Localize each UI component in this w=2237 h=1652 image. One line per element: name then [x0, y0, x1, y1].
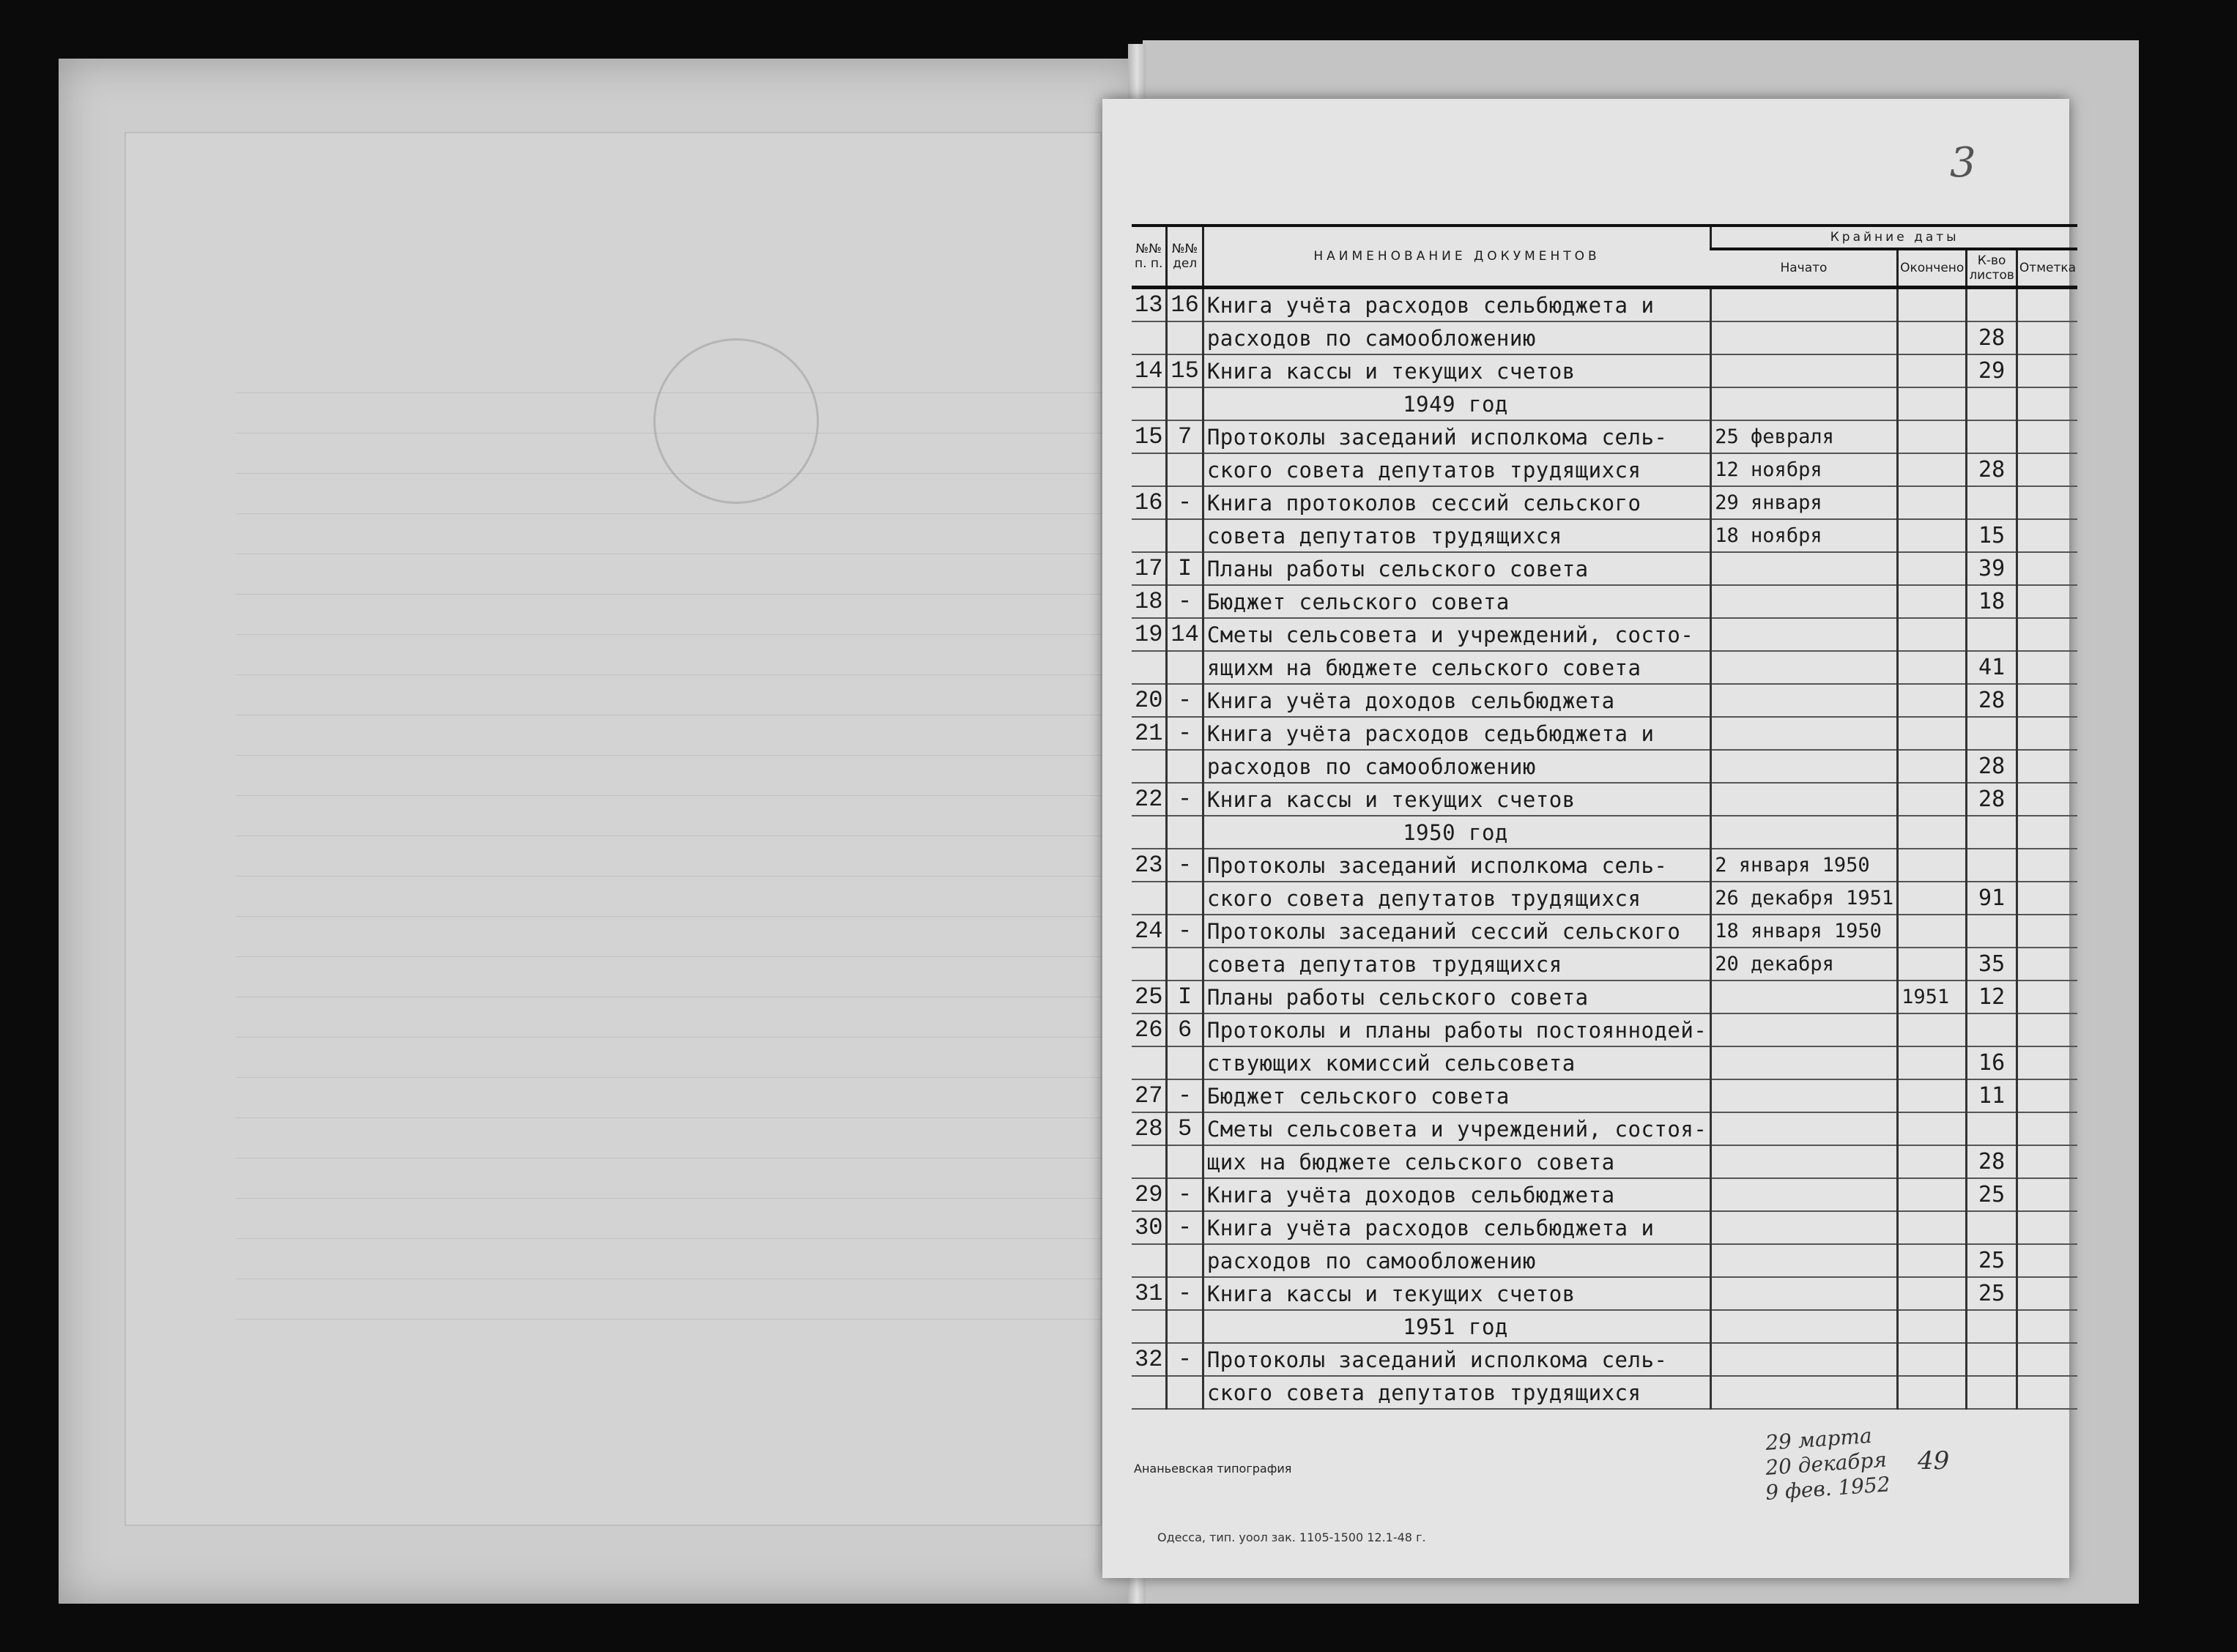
empty-cell	[1898, 1310, 1967, 1343]
year-heading: 1950 год	[1203, 816, 1710, 849]
date-end	[1898, 1046, 1967, 1079]
empty-cell	[1167, 1310, 1203, 1343]
sheet-count: 18	[1967, 585, 2017, 618]
date-start	[1711, 1013, 1898, 1046]
date-end	[1898, 783, 1967, 816]
date-end	[1898, 651, 1967, 684]
case-number: 16	[1167, 288, 1203, 322]
sheet-count	[1967, 1211, 2017, 1244]
table-row	[1132, 288, 2077, 322]
note-cell	[2017, 1277, 2077, 1310]
document-title: Сметы сельсовета и учреждений, состоя-	[1203, 1112, 1710, 1145]
case-number: 14	[1167, 618, 1203, 651]
item-number: 23	[1132, 849, 1167, 882]
table-row	[1132, 717, 2077, 750]
table-row	[1132, 1178, 2077, 1211]
empty-cell	[1167, 387, 1203, 420]
note-cell	[2017, 750, 2077, 783]
date-end	[1898, 1145, 1967, 1178]
document-title: Протоколы заседаний исполкома сель-	[1203, 420, 1710, 453]
empty-cell	[1898, 387, 1967, 420]
document-title: расходов по самообложению	[1203, 1244, 1710, 1277]
printer-imprint: Ананьевская типография	[1134, 1462, 1292, 1476]
date-end	[1898, 585, 1967, 618]
item-number: 14	[1132, 354, 1167, 387]
date-start	[1711, 1277, 1898, 1310]
table-row	[1132, 1079, 2077, 1112]
note-cell	[2017, 1112, 2077, 1145]
date-end	[1898, 1112, 1967, 1145]
date-end	[1898, 486, 1967, 519]
document-title: щих на бюджете сельского совета	[1203, 1145, 1710, 1178]
sheet-count	[1967, 1376, 2017, 1409]
item-number	[1132, 1046, 1167, 1079]
faded-table-ghost	[236, 353, 1151, 1451]
case-number: 6	[1167, 1013, 1203, 1046]
left-page	[59, 59, 1143, 1604]
item-number: 31	[1132, 1277, 1167, 1310]
item-number: 13	[1132, 288, 1167, 322]
date-end	[1898, 1211, 1967, 1244]
document-title: ского совета депутатов трудящихся	[1203, 453, 1710, 486]
date-start	[1711, 1046, 1898, 1079]
note-cell	[2017, 948, 2077, 981]
case-number	[1167, 750, 1203, 783]
date-start: 2 января 1950	[1711, 849, 1898, 882]
case-number: -	[1167, 1211, 1203, 1244]
header-extreme-dates: Крайние даты	[1711, 226, 2077, 249]
document-title: Книга учёта расходов сельбюджета и	[1203, 288, 1710, 322]
case-number	[1167, 1376, 1203, 1409]
empty-cell	[1711, 1310, 1898, 1343]
date-end	[1898, 321, 1967, 354]
date-start	[1711, 1343, 1898, 1376]
sheet-count: 28	[1967, 453, 2017, 486]
item-number: 18	[1132, 585, 1167, 618]
note-cell	[2017, 321, 2077, 354]
case-number: 7	[1167, 420, 1203, 453]
printer-order-line: Одесса, тип. уоол зак. 1105-1500 12.1-48 г.	[1157, 1530, 1426, 1544]
document-title: расходов по самообложению	[1203, 321, 1710, 354]
sheet-count: 12	[1967, 981, 2017, 1013]
table-row	[1132, 684, 2077, 717]
date-start: 25 февраля	[1711, 420, 1898, 453]
note-cell	[2017, 717, 2077, 750]
item-number	[1132, 948, 1167, 981]
date-end	[1898, 1277, 1967, 1310]
date-end	[1898, 948, 1967, 981]
case-number: -	[1167, 1277, 1203, 1310]
table-row	[1132, 1013, 2077, 1046]
sheet-count	[1967, 618, 2017, 651]
case-number	[1167, 519, 1203, 552]
date-start	[1711, 1178, 1898, 1211]
document-title: Протоколы заседаний исполкома сель-	[1203, 1343, 1710, 1376]
note-cell	[2017, 1145, 2077, 1178]
sheet-count: 15	[1967, 519, 2017, 552]
case-number	[1167, 321, 1203, 354]
document-title: Бюджет сельского совета	[1203, 585, 1710, 618]
empty-cell	[1132, 816, 1167, 849]
date-start: 18 ноября	[1711, 519, 1898, 552]
sheet-count	[1967, 288, 2017, 322]
year-row	[1132, 387, 2077, 420]
document-title: Планы работы сельского совета	[1203, 552, 1710, 585]
date-start	[1711, 750, 1898, 783]
date-end	[1898, 750, 1967, 783]
table-row	[1132, 783, 2077, 816]
sheet-count	[1967, 486, 2017, 519]
empty-cell	[2017, 816, 2077, 849]
case-number: I	[1167, 981, 1203, 1013]
sheet-count	[1967, 420, 2017, 453]
note-cell	[2017, 882, 2077, 915]
note-cell	[2017, 684, 2077, 717]
document-title: совета депутатов трудящихся	[1203, 519, 1710, 552]
date-start	[1711, 981, 1898, 1013]
year-heading: 1951 год	[1203, 1310, 1710, 1343]
date-end	[1898, 1343, 1967, 1376]
header-sheets: К-во листов	[1967, 249, 2017, 288]
date-end	[1898, 552, 1967, 585]
header-case-no: №№ дел	[1167, 226, 1203, 288]
page-number: 3	[1950, 139, 1976, 187]
document-title: ящихм на бюджете сельского совета	[1203, 651, 1710, 684]
case-number: -	[1167, 915, 1203, 948]
item-number: 29	[1132, 1178, 1167, 1211]
date-start	[1711, 552, 1898, 585]
table-row	[1132, 585, 2077, 618]
case-number	[1167, 651, 1203, 684]
note-cell	[2017, 915, 2077, 948]
empty-cell	[2017, 1310, 2077, 1343]
case-number: 15	[1167, 354, 1203, 387]
table-row	[1132, 1145, 2077, 1178]
document-title: Книга протоколов сессий сельского	[1203, 486, 1710, 519]
sheet-count	[1967, 1112, 2017, 1145]
header-end: Окончено	[1898, 249, 1967, 288]
case-number: -	[1167, 717, 1203, 750]
header-title: НАИМЕНОВАНИЕ ДОКУМЕНТОВ	[1203, 226, 1710, 288]
table-row	[1132, 453, 2077, 486]
document-title: Планы работы сельского совета	[1203, 981, 1710, 1013]
case-number: 5	[1167, 1112, 1203, 1145]
item-number: 32	[1132, 1343, 1167, 1376]
case-number	[1167, 453, 1203, 486]
item-number	[1132, 1244, 1167, 1277]
empty-cell	[1132, 1310, 1167, 1343]
date-end	[1898, 453, 1967, 486]
item-number	[1132, 882, 1167, 915]
note-cell	[2017, 585, 2077, 618]
sheet-count: 41	[1967, 651, 2017, 684]
table-row	[1132, 651, 2077, 684]
document-title: Протоколы заседаний исполкома сель-	[1203, 849, 1710, 882]
document-title: Протоколы заседаний сессий сельского	[1203, 915, 1710, 948]
table-row	[1132, 849, 2077, 882]
year-row	[1132, 816, 2077, 849]
sheet-count: 28	[1967, 750, 2017, 783]
case-number	[1167, 1046, 1203, 1079]
item-number: 22	[1132, 783, 1167, 816]
case-number: -	[1167, 585, 1203, 618]
document-title: Книга учёта расходов сельбюджета и	[1203, 1211, 1710, 1244]
date-start	[1711, 288, 1898, 322]
document-title: ского совета депутатов трудящихся	[1203, 882, 1710, 915]
document-title: Книга кассы и текущих счетов	[1203, 354, 1710, 387]
sheet-count	[1967, 717, 2017, 750]
note-cell	[2017, 453, 2077, 486]
item-number: 27	[1132, 1079, 1167, 1112]
item-number: 17	[1132, 552, 1167, 585]
date-end	[1898, 717, 1967, 750]
table-row	[1132, 486, 2077, 519]
inventory-table	[1132, 224, 2077, 1410]
table-row	[1132, 948, 2077, 981]
note-cell	[2017, 288, 2077, 322]
sheet-count: 16	[1967, 1046, 2017, 1079]
date-end	[1898, 354, 1967, 387]
date-start	[1711, 1145, 1898, 1178]
item-number	[1132, 321, 1167, 354]
item-number	[1132, 1145, 1167, 1178]
date-end	[1898, 915, 1967, 948]
date-start	[1711, 1376, 1898, 1409]
note-cell	[2017, 1343, 2077, 1376]
sheet-count: 39	[1967, 552, 2017, 585]
table-row	[1132, 519, 2077, 552]
table-row	[1132, 1244, 2077, 1277]
note-cell	[2017, 1376, 2077, 1409]
date-start: 26 декабря 1951	[1711, 882, 1898, 915]
document-title: Бюджет сельского совета	[1203, 1079, 1710, 1112]
note-cell	[2017, 420, 2077, 453]
table-row	[1132, 1211, 2077, 1244]
item-number: 28	[1132, 1112, 1167, 1145]
date-start: 12 ноября	[1711, 453, 1898, 486]
case-number	[1167, 882, 1203, 915]
item-number: 26	[1132, 1013, 1167, 1046]
date-start	[1711, 717, 1898, 750]
case-number: -	[1167, 783, 1203, 816]
sheet-count: 91	[1967, 882, 2017, 915]
handwritten-line: 9 фев. 1952	[1765, 1472, 1891, 1506]
item-number	[1132, 519, 1167, 552]
date-start: 29 января	[1711, 486, 1898, 519]
case-number: -	[1167, 1343, 1203, 1376]
document-title: совета депутатов трудящихся	[1203, 948, 1710, 981]
document-title: Сметы сельсовета и учреждений, состо-	[1203, 618, 1710, 651]
document-title: Книга кассы и текущих счетов	[1203, 783, 1710, 816]
header-start: Начато	[1711, 249, 1898, 288]
table-row	[1132, 552, 2077, 585]
date-start	[1711, 1211, 1898, 1244]
sheet-count: 28	[1967, 1145, 2017, 1178]
date-start: 20 декабря	[1711, 948, 1898, 981]
table-row	[1132, 420, 2077, 453]
sheet-count: 35	[1967, 948, 2017, 981]
date-end	[1898, 420, 1967, 453]
sheet-count	[1967, 915, 2017, 948]
handwritten-sheet-count: 49	[1918, 1446, 1950, 1476]
sheet-count: 29	[1967, 354, 2017, 387]
note-cell	[2017, 354, 2077, 387]
note-cell	[2017, 618, 2077, 651]
case-number: -	[1167, 684, 1203, 717]
left-page-faded-sheet	[125, 132, 1102, 1526]
sheet-count: 25	[1967, 1178, 2017, 1211]
note-cell	[2017, 486, 2077, 519]
year-heading: 1949 год	[1203, 387, 1710, 420]
table-row	[1132, 981, 2077, 1013]
sheet-count: 28	[1967, 783, 2017, 816]
document-title: Книга учёта доходов сельбюджета	[1203, 684, 1710, 717]
item-number	[1132, 651, 1167, 684]
table-row	[1132, 1112, 2077, 1145]
case-number: -	[1167, 1079, 1203, 1112]
date-start	[1711, 585, 1898, 618]
case-number: -	[1167, 849, 1203, 882]
note-cell	[2017, 1046, 2077, 1079]
sheet-count: 25	[1967, 1277, 2017, 1310]
document-title: Книга кассы и текущих счетов	[1203, 1277, 1710, 1310]
document-title: Книга учёта расходов седьбюджета и	[1203, 717, 1710, 750]
case-number: I	[1167, 552, 1203, 585]
note-cell	[2017, 849, 2077, 882]
date-end	[1898, 519, 1967, 552]
empty-cell	[1711, 387, 1898, 420]
empty-cell	[1132, 387, 1167, 420]
note-cell	[2017, 1244, 2077, 1277]
date-end	[1898, 1376, 1967, 1409]
date-end	[1898, 618, 1967, 651]
date-start	[1711, 321, 1898, 354]
note-cell	[2017, 552, 2077, 585]
table-row	[1132, 618, 2077, 651]
item-number: 15	[1132, 420, 1167, 453]
table-row	[1132, 1343, 2077, 1376]
item-number: 21	[1132, 717, 1167, 750]
case-number: -	[1167, 486, 1203, 519]
sheet-count: 25	[1967, 1244, 2017, 1277]
date-end	[1898, 684, 1967, 717]
empty-cell	[2017, 387, 2077, 420]
date-end	[1898, 849, 1967, 882]
case-number	[1167, 1145, 1203, 1178]
item-number	[1132, 1376, 1167, 1409]
date-start	[1711, 651, 1898, 684]
handwritten-line: 20 декабря	[1765, 1447, 1888, 1481]
empty-cell	[1167, 816, 1203, 849]
date-start	[1711, 354, 1898, 387]
note-cell	[2017, 1178, 2077, 1211]
case-number: -	[1167, 1178, 1203, 1211]
table-row	[1132, 1277, 2077, 1310]
sheet-count: 28	[1967, 321, 2017, 354]
item-number: 24	[1132, 915, 1167, 948]
empty-cell	[1967, 816, 2017, 849]
item-number	[1132, 750, 1167, 783]
date-end: 1951	[1898, 981, 1967, 1013]
table-row	[1132, 882, 2077, 915]
sheet-count	[1967, 1343, 2017, 1376]
header-item-no: №№ п. п.	[1132, 226, 1167, 288]
document-title: ского совета депутатов трудящихся	[1203, 1376, 1710, 1409]
document-title: Протоколы и планы работы постояннодей-	[1203, 1013, 1710, 1046]
date-start	[1711, 1079, 1898, 1112]
item-number	[1132, 453, 1167, 486]
date-end	[1898, 1079, 1967, 1112]
case-number	[1167, 948, 1203, 981]
date-end	[1898, 1178, 1967, 1211]
date-start	[1711, 618, 1898, 651]
date-start: 18 января 1950	[1711, 915, 1898, 948]
date-start	[1711, 1112, 1898, 1145]
note-cell	[2017, 783, 2077, 816]
table-row	[1132, 750, 2077, 783]
note-cell	[2017, 1013, 2077, 1046]
date-end	[1898, 288, 1967, 322]
table-row	[1132, 1046, 2077, 1079]
item-number: 19	[1132, 618, 1167, 651]
item-number: 16	[1132, 486, 1167, 519]
handwritten-line: 29 марта	[1765, 1423, 1873, 1456]
empty-cell	[1967, 1310, 2017, 1343]
table-row	[1132, 354, 2077, 387]
case-number	[1167, 1244, 1203, 1277]
document-title: расходов по самообложению	[1203, 750, 1710, 783]
item-number: 20	[1132, 684, 1167, 717]
date-start	[1711, 1244, 1898, 1277]
empty-cell	[1967, 387, 2017, 420]
sheet-count: 11	[1967, 1079, 2017, 1112]
note-cell	[2017, 1079, 2077, 1112]
sheet-count: 28	[1967, 684, 2017, 717]
note-cell	[2017, 519, 2077, 552]
document-title: ствующих комиссий сельсовета	[1203, 1046, 1710, 1079]
sheet-count	[1967, 1013, 2017, 1046]
table-row	[1132, 321, 2077, 354]
table-row	[1132, 915, 2077, 948]
item-number: 30	[1132, 1211, 1167, 1244]
note-cell	[2017, 1211, 2077, 1244]
note-cell	[2017, 981, 2077, 1013]
note-cell	[2017, 651, 2077, 684]
date-end	[1898, 1244, 1967, 1277]
date-end	[1898, 1013, 1967, 1046]
table-row	[1132, 1376, 2077, 1409]
item-number: 25	[1132, 981, 1167, 1013]
date-start	[1711, 783, 1898, 816]
empty-cell	[1898, 816, 1967, 849]
empty-cell	[1711, 816, 1898, 849]
date-end	[1898, 882, 1967, 915]
sheet-count	[1967, 849, 2017, 882]
header-note: Отметка	[2017, 249, 2077, 288]
year-row	[1132, 1310, 2077, 1343]
date-start	[1711, 684, 1898, 717]
document-title: Книга учёта доходов сельбюджета	[1203, 1178, 1710, 1211]
